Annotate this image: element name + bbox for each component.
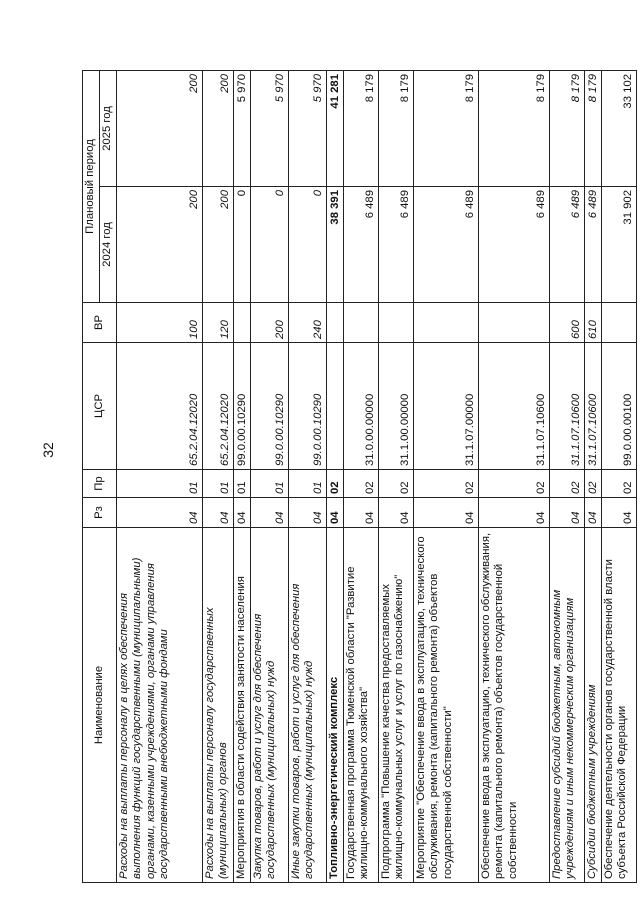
row-name: Расходы на выплаты персоналу в целях обеспечения выполнения функций государственными (муниципальными) органами, казенными учреждениями, органами управления государственными внебюджетными фондами bbox=[117, 528, 203, 883]
table-row bbox=[289, 71, 327, 883]
table-row bbox=[550, 71, 585, 883]
row-name: Предоставление субсидий бюджетным, автономным учреждениям и иным некоммерческим организациям bbox=[550, 528, 585, 883]
table-row bbox=[602, 71, 637, 883]
row-2025: 200 bbox=[117, 71, 203, 187]
row-2025: 33 102 bbox=[602, 71, 637, 187]
table-row bbox=[234, 71, 251, 883]
row-2024: 31 902 bbox=[602, 187, 637, 303]
row-name: Обеспечение ввода в эксплуатацию, технического обслуживания, ремонта (капитального ремонта) объектов государственной собственности bbox=[479, 528, 550, 883]
row-2024: 6 489 bbox=[585, 187, 602, 303]
row-rz: 04 bbox=[234, 498, 251, 528]
row-csr: 65.2.04.12020 bbox=[117, 343, 203, 470]
row-pr: 02 bbox=[550, 470, 585, 498]
header-2024: 2024 год bbox=[100, 187, 117, 303]
row-2025: 8 179 bbox=[414, 71, 479, 187]
row-2024: 0 bbox=[234, 187, 251, 303]
row-rz: 04 bbox=[327, 498, 344, 528]
header-rz: Рз bbox=[83, 498, 117, 528]
row-2025: 5 970 bbox=[234, 71, 251, 187]
row-2025: 8 179 bbox=[379, 71, 414, 187]
row-name: Мероприятие "Обеспечение ввода в эксплуатацию, технического обслуживания, ремонта (капитального ремонта) объектов государственной собственности" bbox=[414, 528, 479, 883]
row-pr: 01 bbox=[251, 470, 289, 498]
row-2025: 5 970 bbox=[289, 71, 327, 187]
row-pr: 02 bbox=[602, 470, 637, 498]
row-2025: 8 179 bbox=[479, 71, 550, 187]
table-row bbox=[585, 71, 602, 883]
page-number: 32 bbox=[39, 442, 56, 458]
row-2025: 8 179 bbox=[344, 71, 379, 187]
row-rz: 04 bbox=[602, 498, 637, 528]
table-row bbox=[379, 71, 414, 883]
row-csr: 31.0.00.00000 bbox=[344, 343, 379, 470]
row-pr: 02 bbox=[344, 470, 379, 498]
row-vr bbox=[602, 303, 637, 343]
row-vr bbox=[479, 303, 550, 343]
row-rz: 04 bbox=[344, 498, 379, 528]
row-csr: 31.1.07.10600 bbox=[479, 343, 550, 470]
row-csr bbox=[327, 343, 344, 470]
row-rz: 04 bbox=[203, 498, 234, 528]
row-2025: 8 179 bbox=[585, 71, 602, 187]
row-2025: 41 281 bbox=[327, 71, 344, 187]
row-pr: 01 bbox=[289, 470, 327, 498]
table-row bbox=[203, 71, 234, 883]
row-pr: 02 bbox=[379, 470, 414, 498]
table-row bbox=[414, 71, 479, 883]
row-name: Топливно-энергетический комплекс bbox=[327, 528, 344, 883]
header-plan-period: Плановый период bbox=[83, 71, 100, 303]
row-2024: 6 489 bbox=[344, 187, 379, 303]
row-2024: 200 bbox=[117, 187, 203, 303]
header-name: Наименование bbox=[83, 528, 117, 883]
table-row bbox=[327, 71, 344, 883]
row-name: Закупка товаров, работ и услуг для обеспечения государственных (муниципальных) нужд bbox=[251, 528, 289, 883]
row-csr: 31.1.07.10600 bbox=[585, 343, 602, 470]
row-2024: 6 489 bbox=[550, 187, 585, 303]
row-vr: 600 bbox=[550, 303, 585, 343]
row-pr: 02 bbox=[414, 470, 479, 498]
row-2025: 200 bbox=[203, 71, 234, 187]
row-rz: 04 bbox=[479, 498, 550, 528]
row-2024: 38 391 bbox=[327, 187, 344, 303]
row-vr: 100 bbox=[117, 303, 203, 343]
row-vr: 120 bbox=[203, 303, 234, 343]
row-csr: 65.2.04.12020 bbox=[203, 343, 234, 470]
table-row bbox=[251, 71, 289, 883]
row-csr: 99.0.00.10290 bbox=[251, 343, 289, 470]
row-rz: 04 bbox=[251, 498, 289, 528]
row-name: Государственная программа Тюменской области "Развитие жилищно-коммунального хозяйства" bbox=[344, 528, 379, 883]
row-pr: 01 bbox=[203, 470, 234, 498]
row-rz: 04 bbox=[117, 498, 203, 528]
row-2024: 0 bbox=[251, 187, 289, 303]
row-name: Подпрограмма "Повышение качества предоставляемых жилищно-коммунальных услуг и услуг по газоснабжению" bbox=[379, 528, 414, 883]
row-csr: 31.1.07.00000 bbox=[414, 343, 479, 470]
row-2024: 6 489 bbox=[414, 187, 479, 303]
row-vr: 610 bbox=[585, 303, 602, 343]
row-name: Субсидии бюджетным учреждениям bbox=[585, 528, 602, 883]
header-pr: Пр bbox=[83, 470, 117, 498]
row-name: Расходы на выплаты персоналу государственных (муниципальных) органов bbox=[203, 528, 234, 883]
row-name: Мероприятия в области содействия занятости населения bbox=[234, 528, 251, 883]
row-2025: 8 179 bbox=[550, 71, 585, 187]
row-pr: 01 bbox=[234, 470, 251, 498]
row-2025: 5 970 bbox=[251, 71, 289, 187]
row-rz: 04 bbox=[414, 498, 479, 528]
row-pr: 02 bbox=[585, 470, 602, 498]
row-csr: 99.0.00.10290 bbox=[289, 343, 327, 470]
row-name: Обеспечение деятельности органов государственной власти субъекта Российской Федерации bbox=[602, 528, 637, 883]
row-csr: 31.1.00.00000 bbox=[379, 343, 414, 470]
row-2024: 6 489 bbox=[379, 187, 414, 303]
row-pr: 01 bbox=[117, 470, 203, 498]
row-vr: 240 bbox=[289, 303, 327, 343]
row-name: Иные закупки товаров, работ и услуг для обеспечения государственных (муниципальных) нужд bbox=[289, 528, 327, 883]
row-vr bbox=[379, 303, 414, 343]
row-pr: 02 bbox=[479, 470, 550, 498]
row-2024: 0 bbox=[289, 187, 327, 303]
row-2024: 6 489 bbox=[479, 187, 550, 303]
row-rz: 04 bbox=[550, 498, 585, 528]
row-2024: 200 bbox=[203, 187, 234, 303]
table-row bbox=[479, 71, 550, 883]
row-vr: 200 bbox=[251, 303, 289, 343]
table-row bbox=[344, 71, 379, 883]
row-vr bbox=[344, 303, 379, 343]
rotated-page bbox=[82, 71, 634, 883]
header-vr: ВР bbox=[83, 303, 117, 343]
budget-table bbox=[82, 70, 637, 883]
row-pr: 02 bbox=[327, 470, 344, 498]
row-vr bbox=[414, 303, 479, 343]
row-csr: 31.1.07.10600 bbox=[550, 343, 585, 470]
header-2025: 2025 год bbox=[100, 71, 117, 187]
row-vr bbox=[327, 303, 344, 343]
row-vr bbox=[234, 303, 251, 343]
row-rz: 04 bbox=[379, 498, 414, 528]
table-row bbox=[117, 71, 203, 883]
header-csr: ЦСР bbox=[83, 343, 117, 470]
row-csr: 99.0.00.10290 bbox=[234, 343, 251, 470]
row-csr: 99.0.00.00100 bbox=[602, 343, 637, 470]
row-rz: 04 bbox=[289, 498, 327, 528]
row-rz: 04 bbox=[585, 498, 602, 528]
